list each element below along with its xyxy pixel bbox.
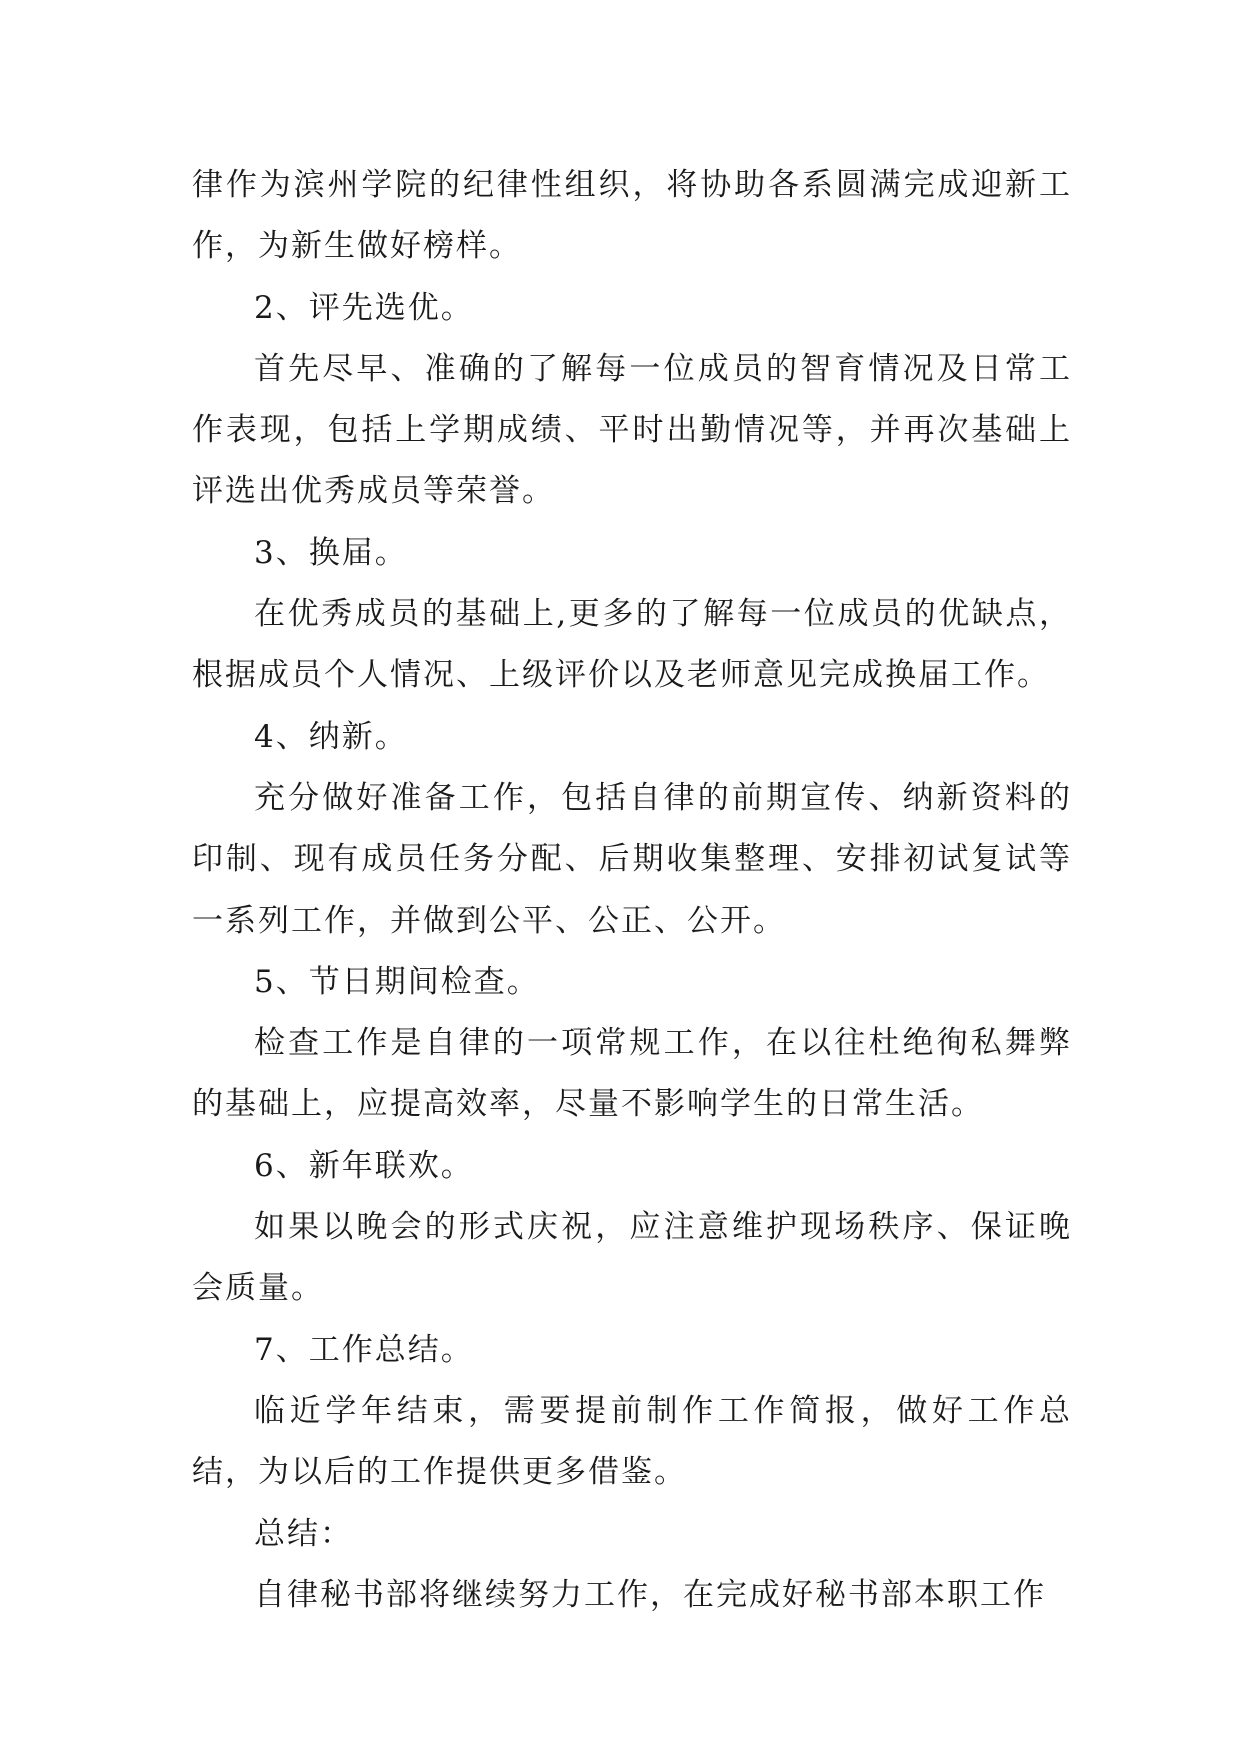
paragraph: 临近学年结束，需要提前制作工作简报，做好工作总结，为以后的工作提供更多借鉴。 xyxy=(192,1392,1072,1491)
paragraph-continuation: 律作为滨州学院的纪律性组织，将协助各系圆满完成迎新工作，为新生做好榜样。 xyxy=(192,167,1072,265)
paragraph: 充分做好准备工作，包括自律的前期宣传、纳新资料的印制、现有成员任务分配、后期收集整理、安排初试复试等一系列工作，并做到公平、公正、公开。 xyxy=(192,779,1072,939)
paragraph: 首先尽早、准确的了解每一位成员的智育情况及日常工作表现，包括上学期成绩、平时出勤情况等，并再次基础上评选出优秀成员等荣誉。 xyxy=(192,350,1072,510)
paragraph: 如果以晚会的形式庆祝，应注意维护现场秩序、保证晚会质量。 xyxy=(192,1209,1072,1307)
document-body xyxy=(192,155,1072,1626)
section-heading-4: 4、纳新。 xyxy=(254,718,408,755)
section-heading-2: 2、评先选优。 xyxy=(254,289,474,326)
summary-heading: 总结： xyxy=(254,1515,353,1552)
section-heading-7: 7、工作总结。 xyxy=(254,1331,474,1368)
section-heading-5: 5、节日期间检查。 xyxy=(254,963,540,1000)
paragraph: 检查工作是自律的一项常规工作，在以往杜绝徇私舞弊的基础上，应提高效率，尽量不影响学生的日常生活。 xyxy=(192,1025,1072,1123)
section-heading-6: 6、新年联欢。 xyxy=(254,1147,474,1184)
paragraph: 自律秘书部将继续努力工作，在完成好秘书部本职工作 xyxy=(254,1576,1046,1613)
paragraph: 在优秀成员的基础上,更多的了解每一位成员的优缺点，根据成员个人情况、上级评价以及老师意见完成换届工作。 xyxy=(192,596,1072,694)
section-heading-3: 3、换届。 xyxy=(254,534,408,571)
